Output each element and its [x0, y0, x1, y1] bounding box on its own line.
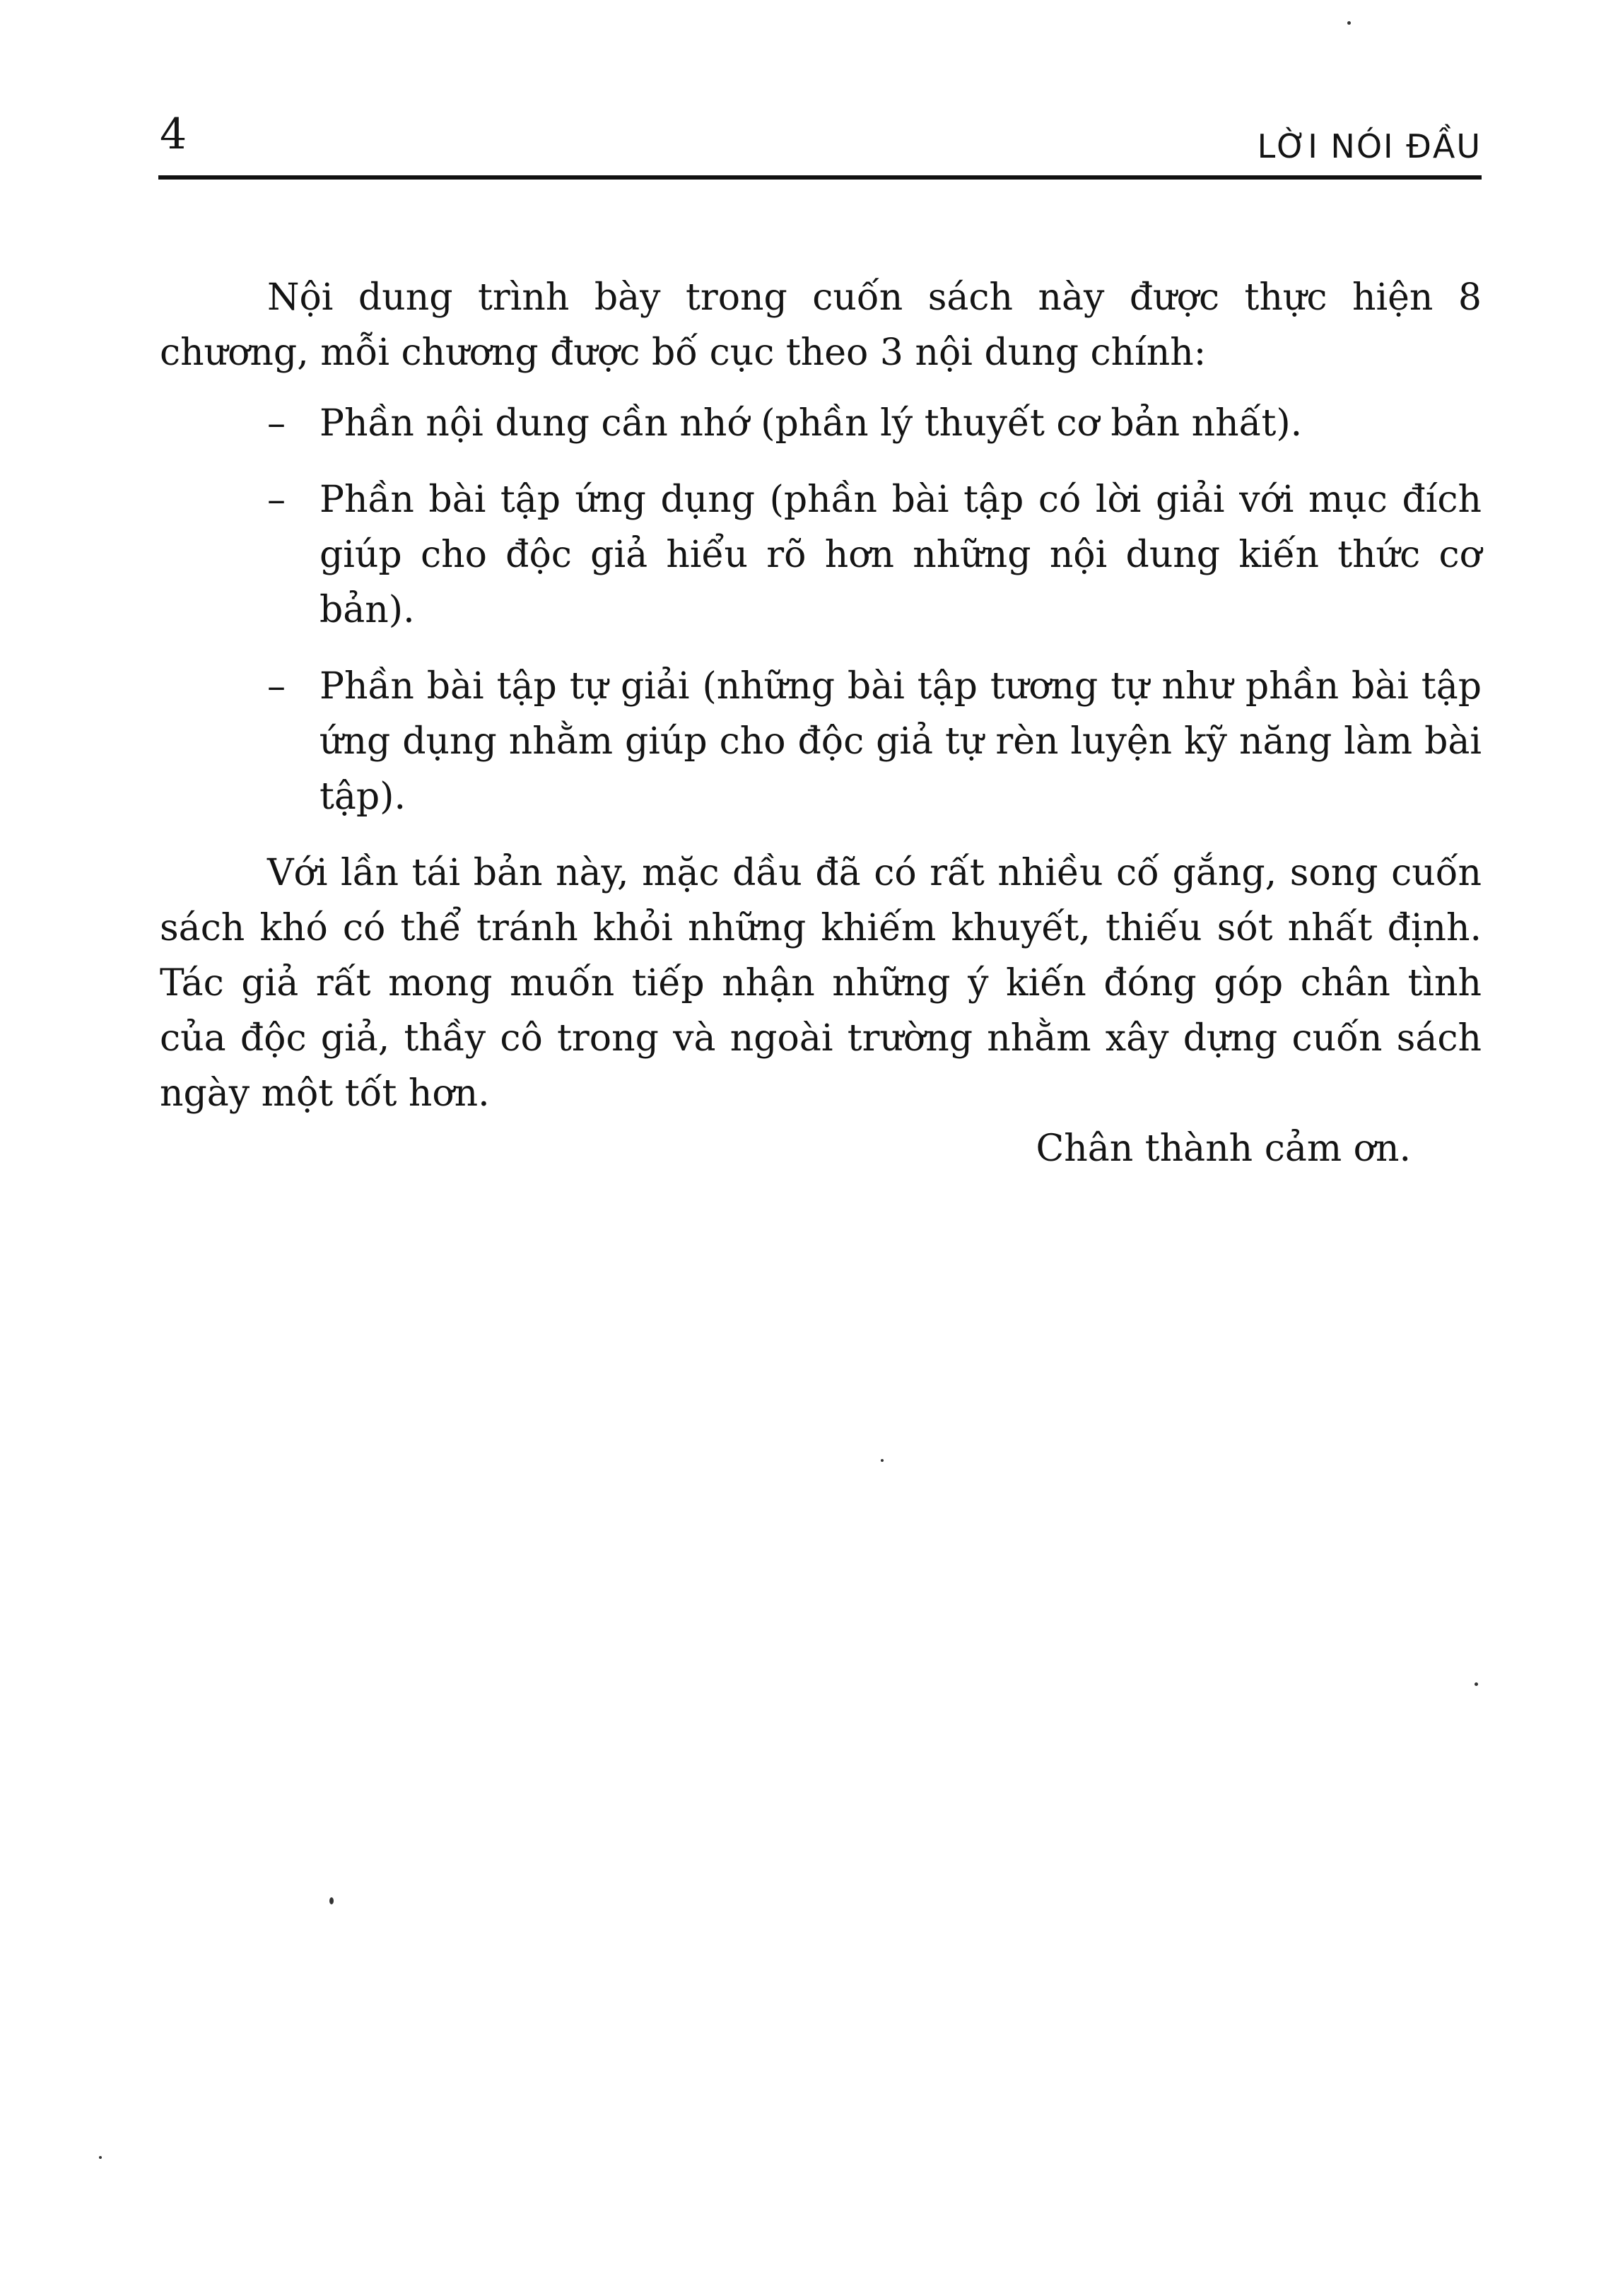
page-number: 4 [160, 110, 187, 159]
bullet-item [160, 396, 1482, 451]
bullet-list [160, 396, 1482, 824]
running-title: LỜI NÓI ĐẦU [1257, 127, 1482, 165]
intro-paragraph: Nội dung trình bày trong cuốn sách này được thực hiện 8 chương, mỗi chương được bố cục theo 3 nội dung chính: [160, 276, 1482, 374]
scan-speck [1475, 1682, 1478, 1686]
bullet-item [160, 472, 1482, 638]
dash-marker: – [267, 479, 286, 521]
page-body [160, 270, 1482, 1176]
bullet-text: Phần bài tập ứng dụng (phần bài tập có lời giải với mục đích giúp cho độc giả hiểu rõ hơn những nội dung kiến thức cơ bản). [320, 479, 1482, 631]
closing-paragraph: Với lần tái bản này, mặc dầu đã có rất nhiều cố gắng, song cuốn sách khó có thể tránh khỏi những khiếm khuyết, thiếu sót nhất định. Tác giả rất mong muốn tiếp nhận những ý kiến đóng góp chân tình của độc giả, thầy cô trong và ngoài trường nhằm xây dựng cuốn sách ngày một tốt hơn. [160, 852, 1482, 1115]
bullet-item [160, 659, 1482, 824]
scan-speck [99, 2156, 102, 2159]
bullet-text: Phần bài tập tự giải (những bài tập tương tự như phần bài tập ứng dụng nhằm giúp cho độc giả tự rèn luyện kỹ năng làm bài tập). [320, 665, 1482, 818]
dash-marker: – [267, 402, 286, 445]
scan-speck [1347, 21, 1351, 25]
scan-speck [881, 1459, 884, 1462]
scan-speck [329, 1897, 334, 1904]
dash-marker: – [267, 665, 286, 708]
bullet-text: Phần nội dung cần nhớ (phần lý thuyết cơ bản nhất). [320, 402, 1303, 445]
header-rule [158, 175, 1482, 180]
signoff: Chân thành cảm ơn. [1036, 1128, 1411, 1170]
